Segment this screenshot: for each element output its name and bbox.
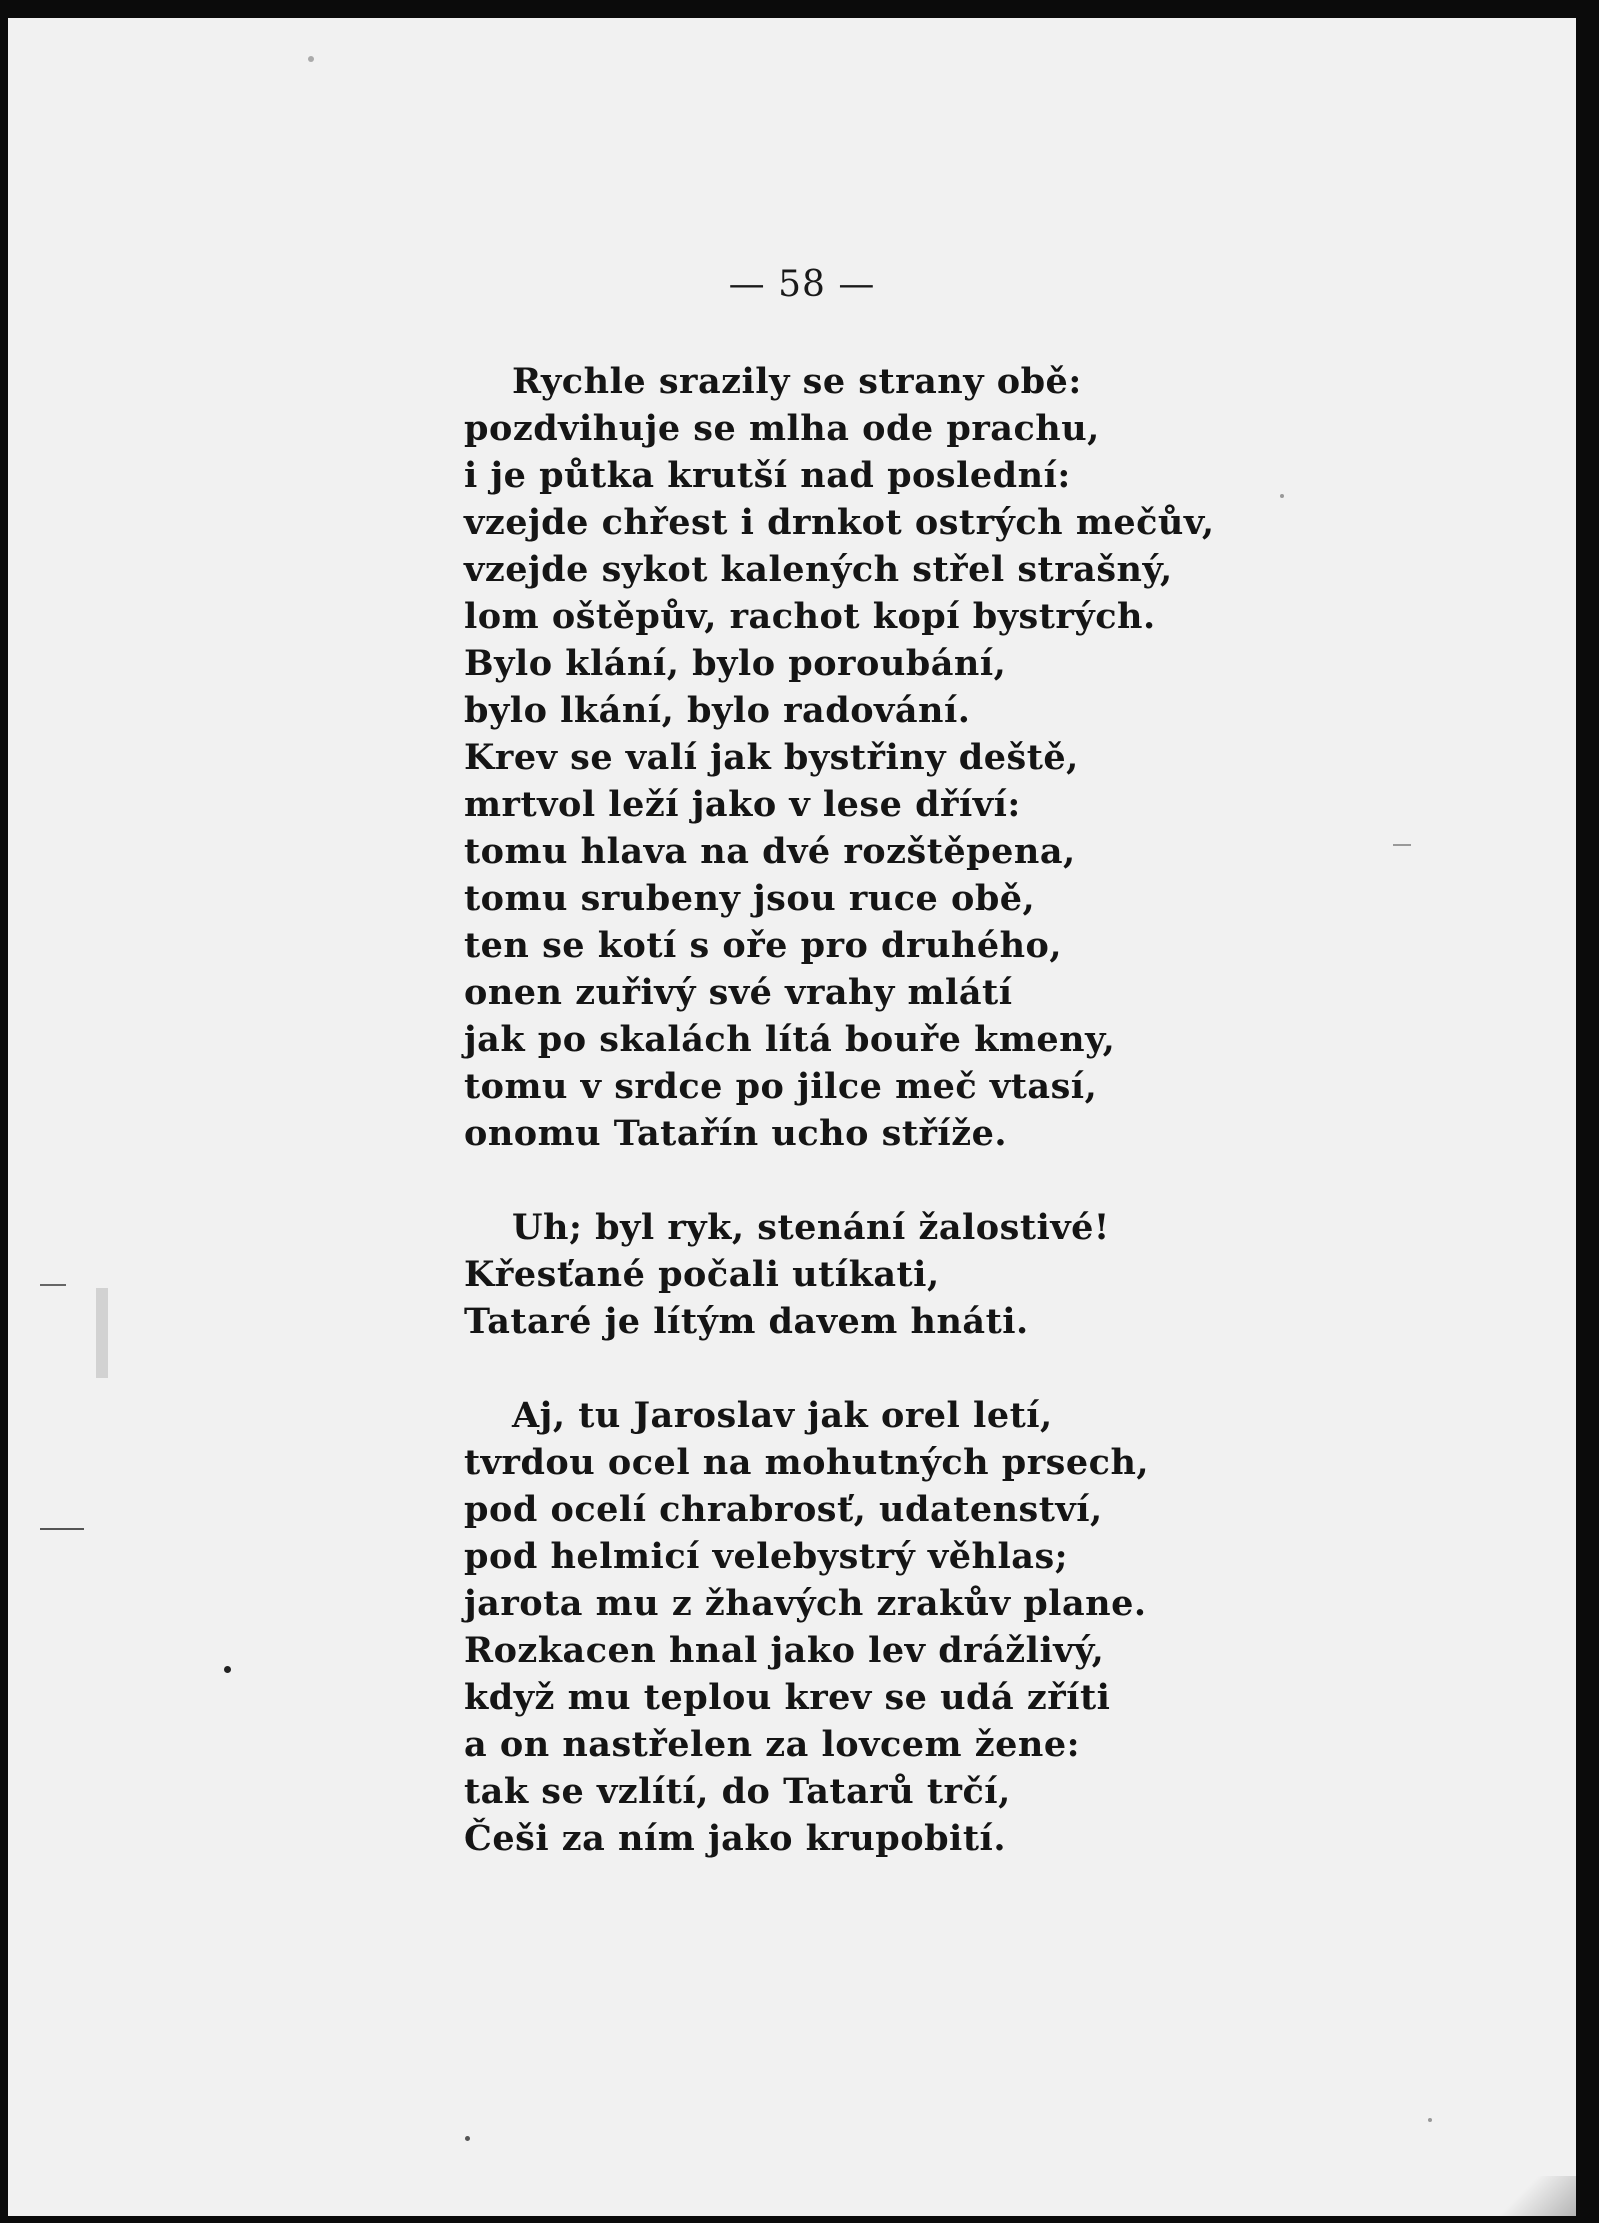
scan-speck: [1428, 2118, 1432, 2122]
stanza-2: [464, 1204, 1364, 1345]
stanza-1: [464, 358, 1364, 1157]
poem-line: i je půtka krutší nad poslední:: [464, 455, 1071, 496]
poem-line: pod helmicí velebystrý věhlas;: [464, 1536, 1069, 1577]
poem-line: vzejde sykot kalených střel strašný,: [464, 549, 1173, 590]
poem-line: Rozkacen hnal jako lev drážlivý,: [464, 1630, 1105, 1671]
scan-speck: [1280, 494, 1284, 498]
poem-line: tvrdou ocel na mohutných prsech,: [464, 1442, 1150, 1483]
poem-text: [464, 358, 1364, 1862]
poem-line: když mu teplou krev se udá zříti: [464, 1677, 1111, 1718]
stanza-3: [464, 1392, 1364, 1862]
poem-line: vzejde chřest i drnkot ostrých mečův,: [464, 502, 1215, 543]
page-number: — 58 —: [728, 264, 876, 305]
poem-line: tak se vzlítí, do Tatarů trčí,: [464, 1771, 1011, 1812]
scan-edge-mark: [1393, 844, 1411, 846]
poem-line: onen zuřivý své vrahy mlátí: [464, 972, 1013, 1013]
poem-line: Češi za ním jako krupobití.: [464, 1818, 1007, 1859]
scan-edge-mark: [40, 1284, 66, 1286]
scan-speck: [224, 1666, 231, 1673]
scan-corner-smudge: [1486, 2176, 1576, 2216]
poem-line: tomu v srdce po jilce meč vtasí,: [464, 1066, 1098, 1107]
poem-line: Rychle srazily se strany obě:: [512, 361, 1082, 402]
poem-line: Krev se valí jak bystřiny deště,: [464, 737, 1079, 778]
poem-line: jak po skalách lítá bouře kmeny,: [464, 1019, 1116, 1060]
scan-edge-mark: [96, 1288, 108, 1378]
poem-line: Tataré je lítým davem hnáti.: [464, 1301, 1029, 1342]
poem-line: ten se kotí s oře pro druhého,: [464, 925, 1063, 966]
poem-line: lom oštěpův, rachot kopí bystrých.: [464, 596, 1156, 637]
poem-line: Aj, tu Jaroslav jak orel letí,: [512, 1395, 1053, 1436]
poem-line: tomu srubeny jsou ruce obě,: [464, 878, 1036, 919]
scan-speck: [465, 2136, 470, 2141]
poem-line: pod ocelí chrabrosť, udatenství,: [464, 1489, 1103, 1530]
book-page: [8, 18, 1576, 2216]
poem-line: a on nastřelen za lovcem žene:: [464, 1724, 1081, 1765]
poem-line: tomu hlava na dvé rozštěpena,: [464, 831, 1076, 872]
scan-edge-mark: [40, 1528, 84, 1530]
poem-line: onomu Tatařín ucho stříže.: [464, 1113, 1008, 1154]
poem-line: Uh; byl ryk, stenání žalostivé!: [512, 1207, 1110, 1248]
poem-line: pozdvihuje se mlha ode prachu,: [464, 408, 1100, 449]
poem-line: bylo lkání, bylo radování.: [464, 690, 971, 731]
scan-speck: [308, 56, 314, 62]
poem-line: jarota mu z žhavých zrakův plane.: [464, 1583, 1147, 1624]
poem-line: mrtvol leží jako v lese dříví:: [464, 784, 1021, 825]
poem-line: Křesťané počali utíkati,: [464, 1254, 940, 1295]
poem-line: Bylo klání, bylo poroubání,: [464, 643, 1007, 684]
